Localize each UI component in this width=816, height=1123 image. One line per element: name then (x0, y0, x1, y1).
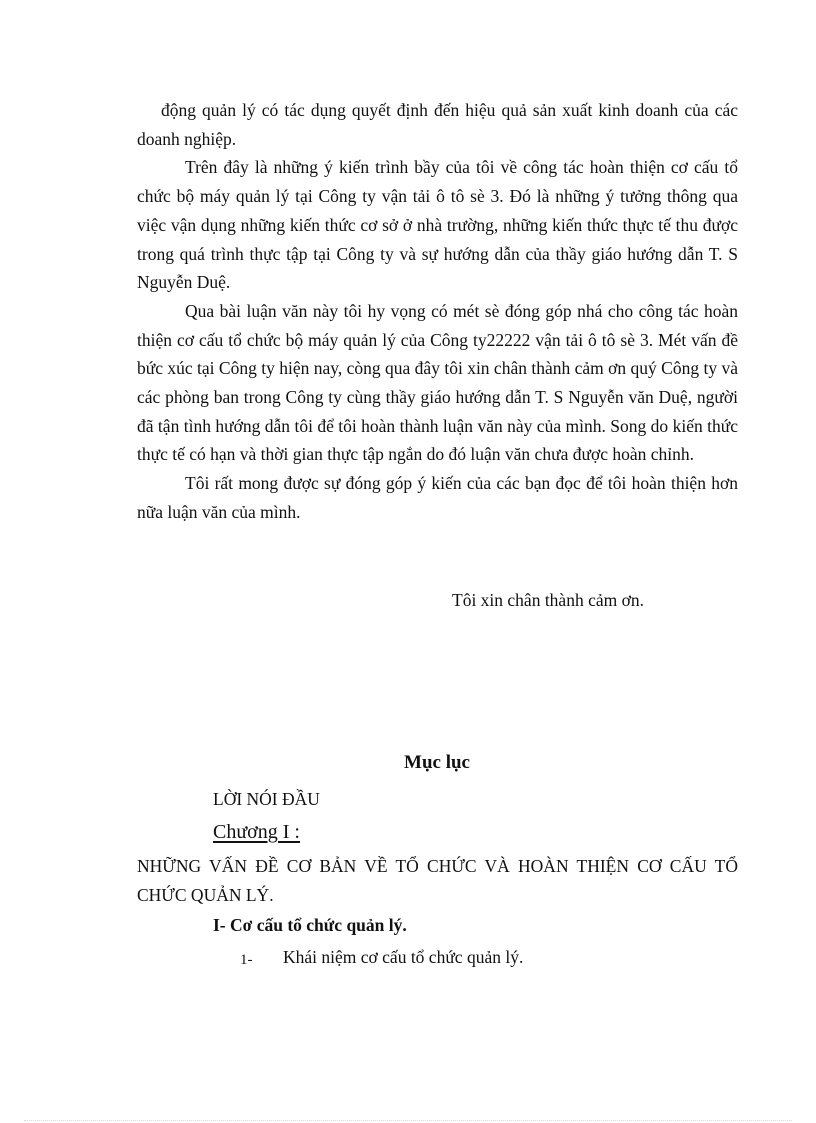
toc-chapter-title: NHỮNG VẤN ĐỀ CƠ BẢN VỀ TỔ CHỨC VÀ HOÀN THIỆN CƠ CẤU TỔ CHỨC QUẢN LÝ. (137, 856, 738, 905)
paragraph-request-feedback: Tôi rất mong được sự đóng góp ý kiến của các bạn đọc để tôi hoàn thiện hơn nữa luận văn của mình. (137, 473, 738, 522)
closing-thanks: Tôi xin chân thành cảm ơn. (452, 590, 644, 610)
toc-entry-item: Khái niệm cơ cấu tổ chức quản lý. (283, 947, 524, 967)
toc-entry-chapter: Chương I : (213, 821, 300, 843)
page-bottom-divider (24, 1120, 792, 1121)
toc-item-number: 1- (240, 952, 253, 968)
toc-entry-section: I- Cơ cấu tổ chức quản lý. (213, 915, 407, 935)
paragraph-acknowledgement: Qua bài luận văn này tôi hy vọng có mét sè đóng góp nhá cho công tác hoàn thiện cơ cấu tổ chức bộ máy quản lý của Công ty22222 vận tải ô tô sè 3. Mét vấn đề bức xúc tại Công ty hiện nay, còng qua đây tôi xin chân thành cảm ơn quý Công ty và các phòng ban trong Công ty cùng thầy giáo hướng dẫn T. S Nguyễn văn Duệ, người đã tận tình hướng dẫn tôi để tôi hoàn thành luận văn này của mình. Song do kiến thức thực tế có hạn và thời gian thực tập ngắn do đó luận văn chưa được hoàn chỉnh. (137, 300, 738, 465)
toc-entry-preface: LỜI NÓI ĐẦU (213, 789, 320, 809)
paragraph-summary: Trên đây là những ý kiến trình bầy của tôi về công tác hoàn thiện cơ cấu tổ chức bộ máy quản lý tại Công ty vận tải ô tô sè 3. Đó là những ý tưởng thông qua việc vận dụng những kiến thức cơ sở ở nhà trường, những kiến thức thực tế thu được trong quá trình thực tập tại Công ty và sự hướng dẫn của thầy giáo hướng dẫn T. S Nguyễn Duệ. (137, 157, 738, 293)
toc-title: Mục lục (404, 752, 470, 773)
paragraph-continuation: động quản lý có tác dụng quyết định đến hiệu quả sản xuất kinh doanh của các doanh nghiệp. (137, 100, 738, 149)
body-text (137, 96, 738, 527)
